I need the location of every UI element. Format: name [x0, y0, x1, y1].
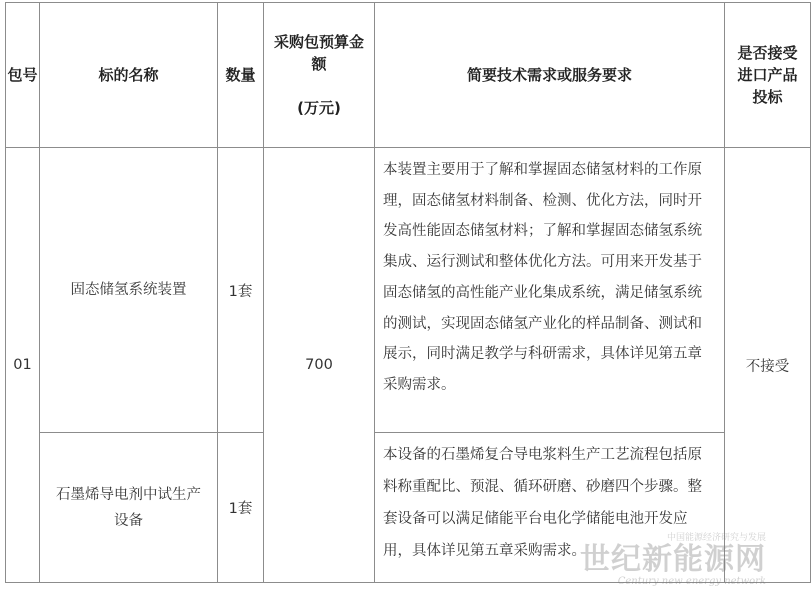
budget-cell: 700	[264, 148, 375, 583]
item-quantity-cell: 1套	[218, 148, 264, 433]
item-description-cell: 本装置主要用于了解和掌握固态储氢材料的工作原理，固态储氢材料制备、检测、优化方法，同时开发高性能固态储氢材料；了解和掌握固态储氢系统集成、运行测试和整体优化方法。可用来开发基于固态储氢的高性能产业化集成系统，满足储氢系统的测试，实现固态储氢产业化的样品制备、测试和展示，同时满足教学与科研需求，具体详见第五章采购需求。	[375, 148, 725, 433]
table-row	[6, 148, 811, 433]
procurement-table	[5, 2, 811, 583]
header-budget: 采购包预算金额 (万元)	[264, 3, 375, 148]
package-id-cell: 01	[6, 148, 40, 583]
item-description-cell: 本设备的石墨烯复合导电浆料生产工艺流程包括原料称重配比、预混、循环研磨、砂磨四个步骤。整套设备可以满足储能平台电化学储能电池开发应用，具体详见第五章采购需求。	[375, 433, 725, 583]
item-name-cell: 固态储氢系统装置	[40, 148, 218, 433]
item-name-cell: 石墨烯导电剂中试生产设备	[40, 433, 218, 583]
site-watermark: 中国能源经济研究与发展 世纪新能源网 Century new energy network	[580, 533, 766, 587]
header-import: 是否接受进口产品投标	[725, 3, 811, 148]
header-package-no: 包号	[6, 3, 40, 148]
table-header-row	[6, 3, 811, 148]
import-cell: 不接受	[725, 148, 811, 583]
item-quantity-cell: 1套	[218, 433, 264, 583]
header-quantity: 数量	[218, 3, 264, 148]
header-item-name: 标的名称	[40, 3, 218, 148]
table-row	[6, 433, 811, 583]
header-requirements: 简要技术需求或服务要求	[375, 3, 725, 148]
